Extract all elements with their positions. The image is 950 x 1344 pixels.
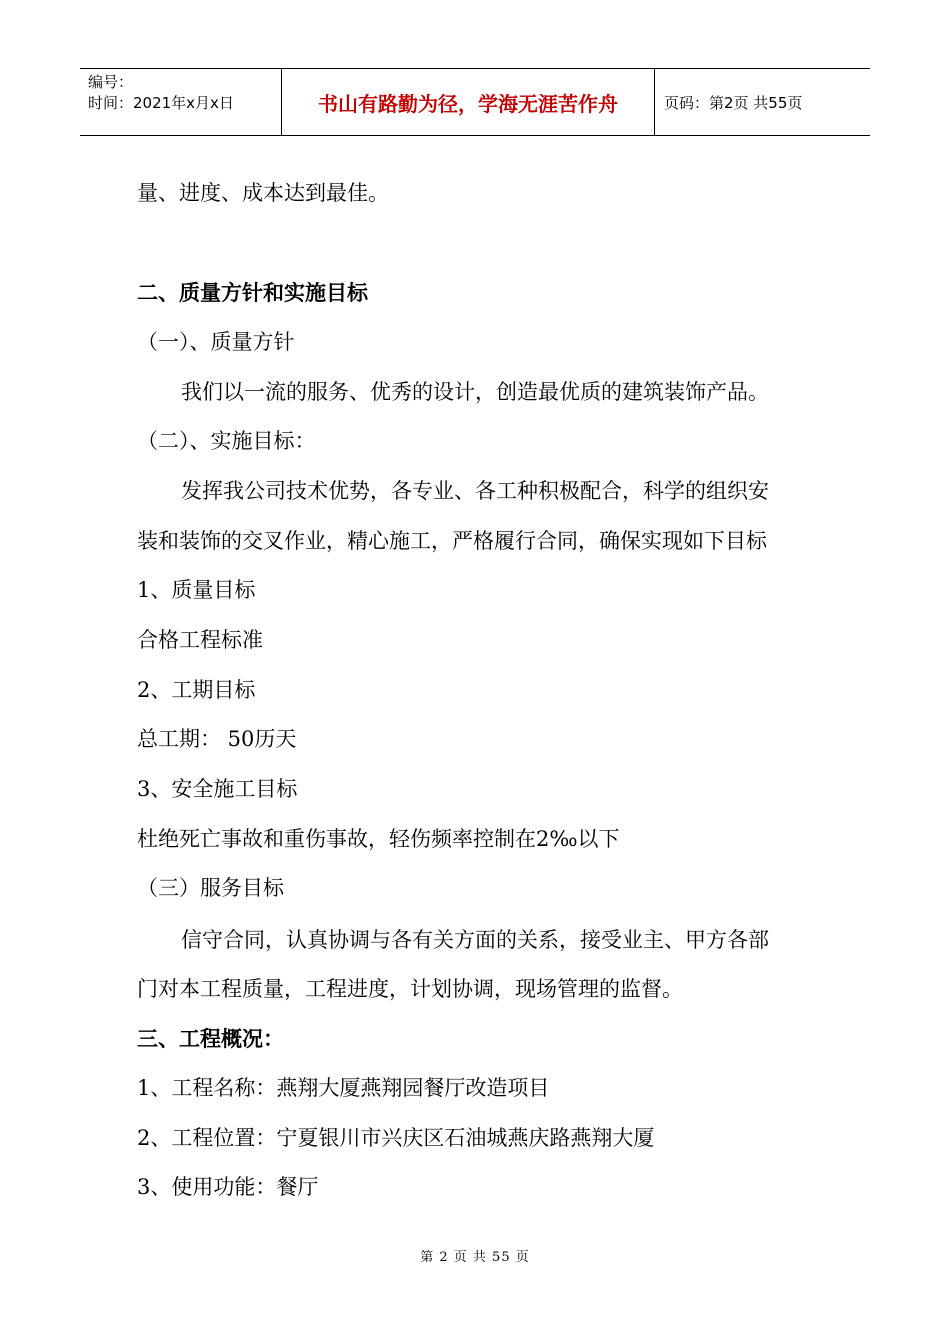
document-date: 时间：2021年x月x日 (88, 94, 234, 112)
body-line: 合格工程标准 (137, 628, 263, 652)
list-item-heading: 2、工期目标 (137, 678, 256, 702)
header-motto: 书山有路勤为径，学海无涯苦作舟 (282, 69, 655, 135)
section-heading: 三、工程概况： (137, 1026, 284, 1051)
body-line: 总工期： 50历天 (137, 727, 297, 751)
header-page-info: 页码：第2页 共55页 (664, 93, 803, 112)
document-number-label: 编号： (88, 73, 134, 91)
list-item-heading: 3、安全施工目标 (137, 777, 298, 801)
header-meta (80, 69, 282, 135)
subsection-heading: （一）、质量方针 (137, 330, 295, 354)
page-footer: 第 2 页 共 55 页 (420, 1250, 530, 1265)
list-item: 2、工程位置：宁夏银川市兴庆区石油城燕庆路燕翔大厦 (137, 1126, 655, 1150)
body-line: 信守合同，认真协调与各有关方面的关系，接受业主、甲方各部 (181, 928, 769, 952)
list-item: 1、工程名称：燕翔大厦燕翔园餐厅改造项目 (137, 1076, 550, 1100)
body-line: 量、进度、成本达到最佳。 (137, 181, 389, 205)
body-line: 杜绝死亡事故和重伤事故，轻伤频率控制在2‰以下 (137, 827, 620, 851)
section-heading: 二、质量方针和实施目标 (137, 280, 368, 305)
list-item-heading: 1、质量目标 (137, 578, 256, 602)
subsection-heading: （二）、实施目标： (137, 429, 316, 453)
body-line: 门对本工程质量，工程进度，计划协调，现场管理的监督。 (137, 977, 683, 1001)
body-line: 装和装饰的交叉作业，精心施工，严格履行合同，确保实现如下目标 (137, 529, 767, 553)
body-line: 发挥我公司技术优势，各专业、各工种积极配合，科学的组织安 (181, 479, 769, 503)
list-item: 3、使用功能：餐厅 (137, 1175, 319, 1199)
subsection-heading: （三）服务目标 (137, 876, 284, 900)
body-line: 我们以一流的服务、优秀的设计，创造最优质的建筑装饰产品。 (181, 380, 769, 404)
page-header (80, 68, 870, 136)
